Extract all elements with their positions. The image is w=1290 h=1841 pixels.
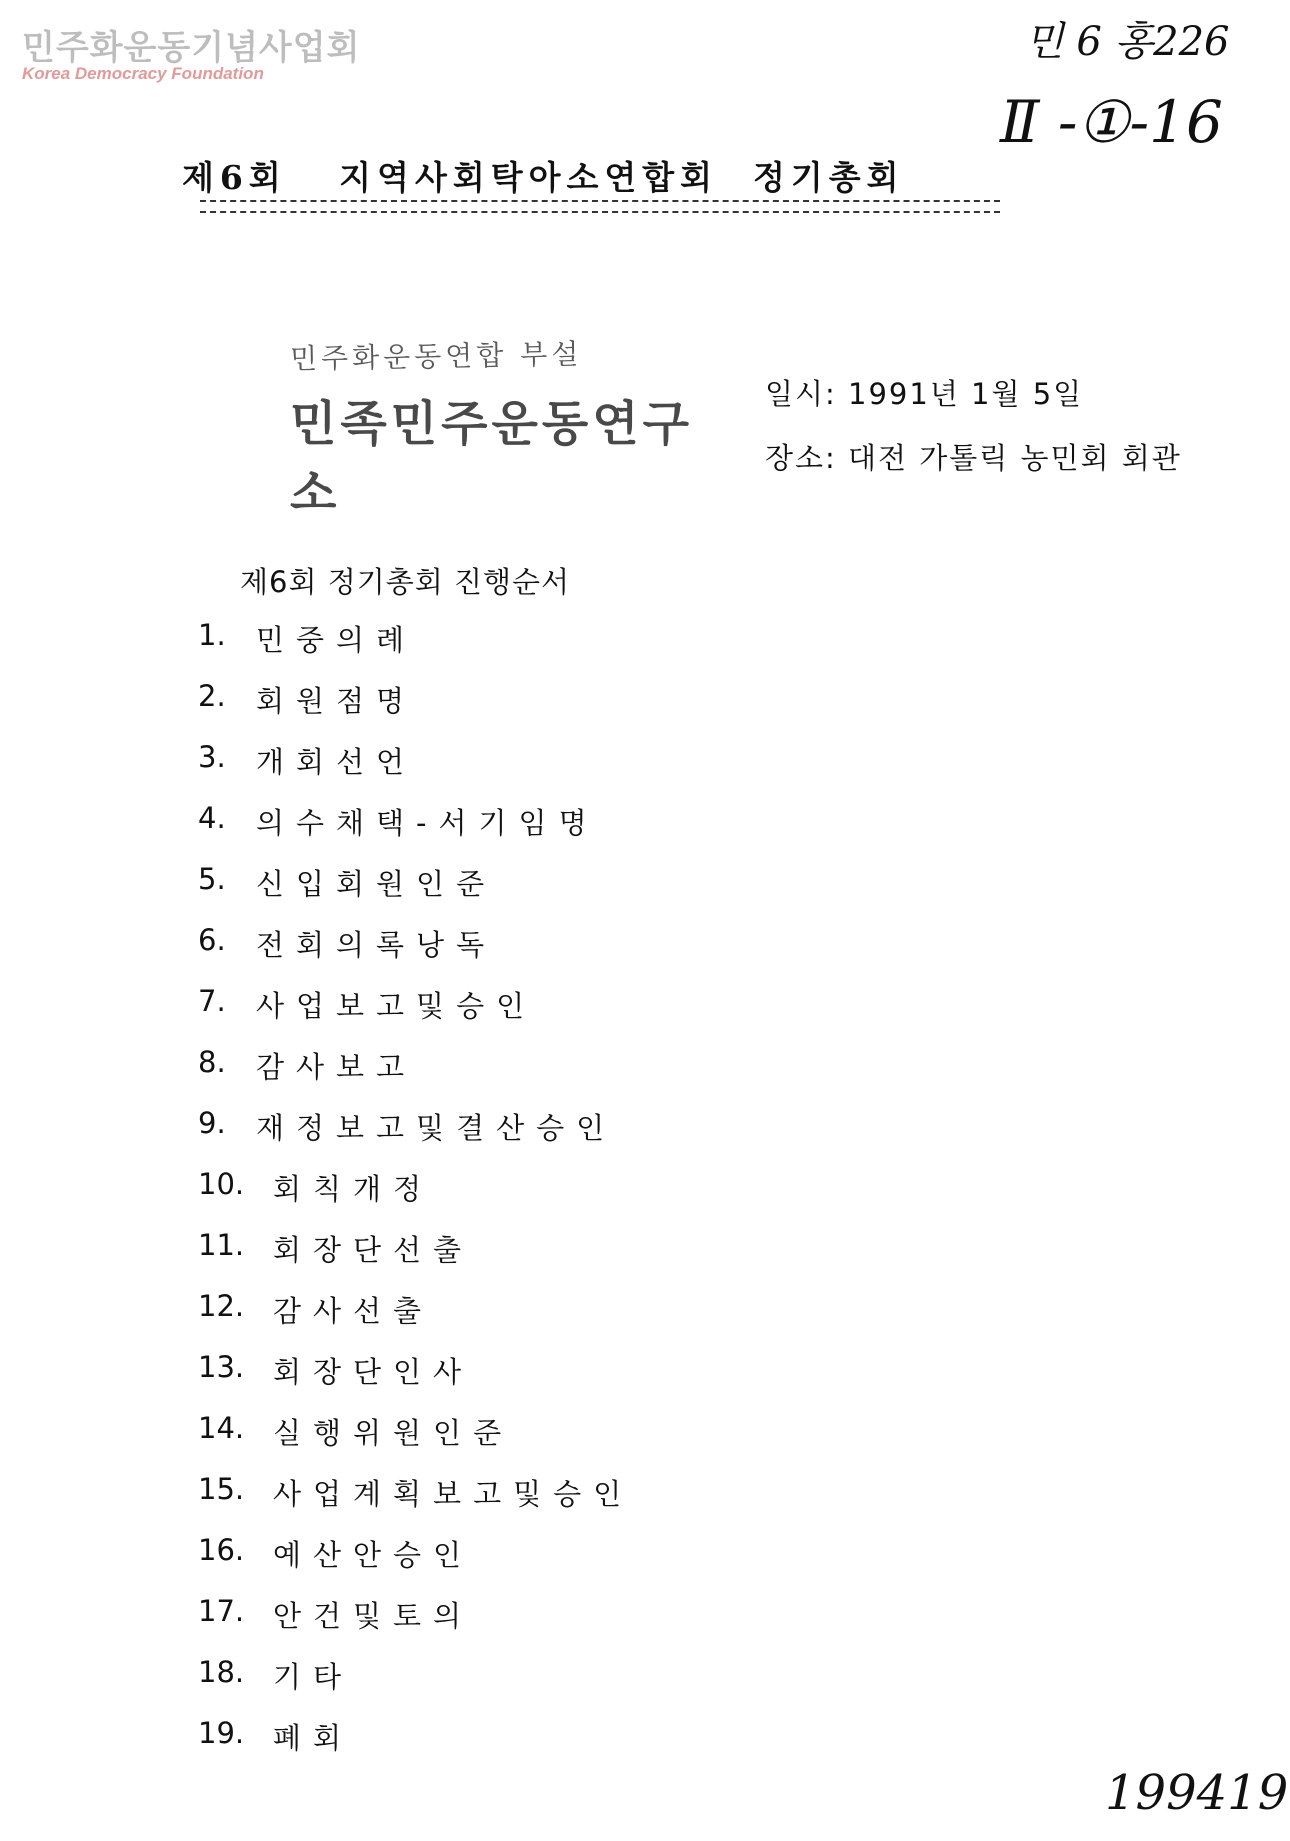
agenda-item-number: 18. (198, 1655, 245, 1689)
agenda-item-text: 재정보고및결산승인 (256, 1111, 617, 1145)
agenda-item (198, 1533, 633, 1594)
watermark-english: Korea Democracy Foundation (22, 64, 264, 83)
agenda-item-number: 12. (198, 1289, 245, 1323)
agenda-item-number: 1. (198, 618, 226, 652)
agenda-item (198, 1106, 633, 1167)
agenda-item-number: 8. (198, 1045, 226, 1079)
watermark-korean: 민주화운동기념사업회 (22, 28, 361, 68)
agenda-item-text: 개회선언 (256, 745, 417, 779)
agenda-item (198, 1289, 633, 1350)
agenda-item-text: 감사보고 (256, 1050, 417, 1084)
agenda-item-text: 회칙개정 (273, 1172, 434, 1206)
stamp-line-2: 민족민주운동연구소 (290, 396, 693, 521)
agenda-item-number: 17. (198, 1594, 245, 1628)
agenda-item-text: 의수채택-서기임명 (256, 806, 599, 840)
agenda-title: 제6회 정기총회 진행순서 (240, 565, 571, 599)
title-underline (200, 200, 1000, 213)
agenda-item-number: 14. (198, 1411, 245, 1445)
agenda-item-text: 신입회원인준 (256, 867, 497, 901)
document-title: 제6회 지역사회탁아소연합회 정기총회 (182, 158, 905, 197)
agenda-item (198, 1228, 633, 1289)
agenda-item-text: 사업계획보고및승인 (273, 1477, 634, 1511)
agenda-item-text: 회원점명 (256, 684, 417, 718)
agenda-item (198, 679, 633, 740)
agenda-item (198, 801, 633, 862)
agenda-item (198, 1167, 633, 1228)
meeting-date: 일시: 1991년 1월 5일 (765, 377, 1084, 411)
handwritten-archive-code: Ⅱ -①-16 (1000, 88, 1223, 156)
agenda-item (198, 1411, 633, 1472)
agenda-item (198, 1655, 633, 1716)
agenda-item-text: 회장단인사 (273, 1355, 474, 1389)
agenda-item (198, 984, 633, 1045)
agenda-item-text: 기타 (273, 1660, 354, 1694)
stamp-line-1: 민주화운동연합 부설 (289, 337, 583, 376)
agenda-item-number: 7. (198, 984, 226, 1018)
agenda-item-text: 회장단선출 (273, 1233, 474, 1267)
agenda-item-text: 예산안승인 (273, 1538, 474, 1572)
agenda-item (198, 923, 633, 984)
agenda-item-text: 민중의례 (256, 623, 417, 657)
agenda-item-number: 4. (198, 801, 226, 835)
agenda-item (198, 740, 633, 801)
agenda-item-text: 안건및토의 (273, 1599, 474, 1633)
agenda-item-text: 폐회 (273, 1721, 354, 1755)
agenda-item-text: 사업보고및승인 (256, 989, 537, 1023)
agenda-item (198, 1045, 633, 1106)
agenda-item-number: 6. (198, 923, 226, 957)
agenda-list (198, 618, 633, 1777)
agenda-item-text: 전회의록낭독 (256, 928, 497, 962)
organization-stamp (289, 335, 730, 521)
agenda-item-number: 10. (198, 1167, 245, 1201)
agenda-item (198, 862, 633, 923)
agenda-item-number: 3. (198, 740, 226, 774)
agenda-item (198, 1716, 633, 1777)
agenda-item-number: 16. (198, 1533, 245, 1567)
agenda-item-number: 5. (198, 862, 226, 896)
agenda-item-text: 감사선출 (273, 1294, 434, 1328)
agenda-item-number: 13. (198, 1350, 245, 1384)
handwritten-top-mark: 민 6 홍226 (1025, 19, 1230, 65)
meeting-place: 장소: 대전 가톨릭 농민회 회관 (765, 441, 1182, 475)
agenda-item-number: 11. (198, 1228, 245, 1262)
agenda-item-number: 2. (198, 679, 226, 713)
agenda-item (198, 1350, 633, 1411)
agenda-item (198, 1472, 633, 1533)
agenda-item-number: 9. (198, 1106, 226, 1140)
agenda-item-text: 실행위원인준 (273, 1416, 514, 1450)
agenda-item (198, 618, 633, 679)
agenda-item-number: 15. (198, 1472, 245, 1506)
agenda-item (198, 1594, 633, 1655)
agenda-item-number: 19. (198, 1716, 245, 1750)
handwritten-bottom-number: 199419 (1105, 1765, 1289, 1821)
